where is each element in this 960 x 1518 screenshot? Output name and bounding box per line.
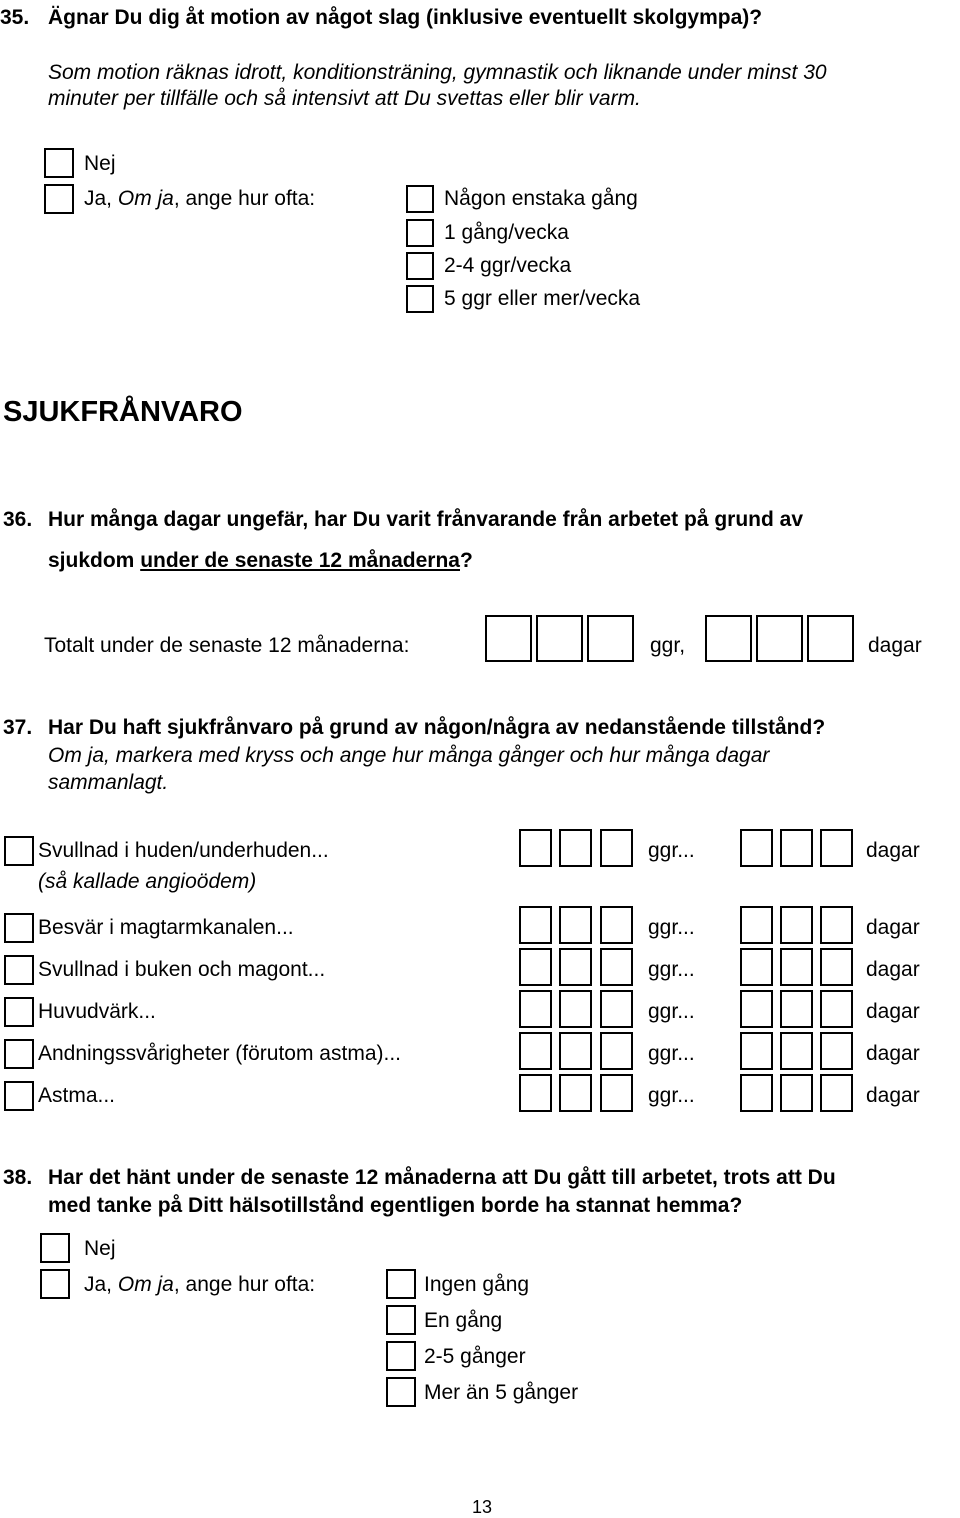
q37-ggr-label-4: ggr... xyxy=(648,1042,695,1065)
q36-ggr-label: ggr, xyxy=(650,634,686,657)
q37-dagar-digit-box[interactable] xyxy=(780,990,813,1028)
q37-ggr-digit-box[interactable] xyxy=(600,948,633,986)
q37-condition-checkbox-1[interactable] xyxy=(4,913,34,943)
q37-condition-checkbox-4[interactable] xyxy=(4,1039,34,1069)
q37-dagar-digit-box[interactable] xyxy=(780,829,813,867)
q35-freq-label-0: Någon enstaka gång xyxy=(444,187,638,210)
q35-freq-label-3: 5 ggr eller mer/vecka xyxy=(444,287,641,310)
q37-dagar-digit-box[interactable] xyxy=(820,1074,853,1112)
q38-freq-label-0: Ingen gång xyxy=(424,1273,530,1296)
q37-dagar-digit-box[interactable] xyxy=(820,990,853,1028)
q35-freq-checkbox-1[interactable] xyxy=(406,219,434,247)
q37-ggr-label-2: ggr... xyxy=(648,958,695,981)
q35-number: 35. xyxy=(0,6,30,29)
q37-ggr-digit-box[interactable] xyxy=(600,990,633,1028)
q37-dagar-digit-box[interactable] xyxy=(780,1032,813,1070)
q37-dagar-digit-box[interactable] xyxy=(780,906,813,944)
q38-yes-checkbox[interactable] xyxy=(40,1269,70,1299)
q38-freq-label-2: 2-5 gånger xyxy=(424,1345,526,1368)
q37-condition-label-1: Besvär i magtarmkanalen... xyxy=(38,916,294,939)
q37-condition-checkbox-3[interactable] xyxy=(4,997,34,1027)
q37-dagar-digit-box[interactable] xyxy=(780,948,813,986)
q37-dagar-digit-box[interactable] xyxy=(740,1074,773,1112)
q37-ggr-digit-box[interactable] xyxy=(519,990,552,1028)
q35-freq-checkbox-2[interactable] xyxy=(406,252,434,280)
q37-ggr-digit-box[interactable] xyxy=(559,1032,592,1070)
q37-condition-sub-0: (så kallade angioödem) xyxy=(38,870,257,893)
q37-ggr-digit-box[interactable] xyxy=(559,1074,592,1112)
q35-question: Ägnar Du dig åt motion av något slag (inklusive eventuellt skolgympa)? xyxy=(48,6,763,29)
q35-freq-label-2: 2-4 ggr/vecka xyxy=(444,254,572,277)
q38-freq-checkbox-0[interactable] xyxy=(386,1269,416,1299)
q37-ggr-digit-box[interactable] xyxy=(519,1074,552,1112)
q37-dagar-digit-box[interactable] xyxy=(780,1074,813,1112)
q37-dagar-digit-box[interactable] xyxy=(820,829,853,867)
q35-freq-checkbox-0[interactable] xyxy=(406,185,434,213)
q36-line2: sjukdom under de senaste 12 månaderna? xyxy=(48,549,473,572)
q37-dagar-label-0: dagar xyxy=(866,839,920,862)
q37-ggr-digit-box[interactable] xyxy=(559,906,592,944)
q35-freq-label-1: 1 gång/vecka xyxy=(444,221,569,244)
q37-condition-label-2: Svullnad i buken och magont... xyxy=(38,958,326,981)
q37-ggr-digit-box[interactable] xyxy=(600,906,633,944)
q35-note-line2: minuter per tillfälle och så intensivt att Du svettas eller blir varm. xyxy=(48,87,641,110)
q36-ggr-digit-box-1[interactable] xyxy=(485,615,532,662)
q37-dagar-label-5: dagar xyxy=(866,1084,920,1107)
q37-ggr-digit-box[interactable] xyxy=(600,1074,633,1112)
q37-dagar-digit-box[interactable] xyxy=(740,990,773,1028)
q35-yes-checkbox[interactable] xyxy=(44,184,74,214)
q38-freq-checkbox-3[interactable] xyxy=(386,1377,416,1407)
q37-ggr-digit-box[interactable] xyxy=(559,990,592,1028)
q38-no-checkbox[interactable] xyxy=(40,1233,70,1263)
q35-no-checkbox[interactable] xyxy=(44,148,74,178)
q37-ggr-digit-box[interactable] xyxy=(600,1032,633,1070)
q35-yes-label: Ja, Om ja, ange hur ofta: xyxy=(84,187,316,210)
q37-note-line1: Om ja, markera med kryss och ange hur många gånger och hur många dagar xyxy=(48,744,770,767)
q37-condition-label-3: Huvudvärk... xyxy=(38,1000,156,1023)
q37-ggr-label-3: ggr... xyxy=(648,1000,695,1023)
q38-yes-label: Ja, Om ja, ange hur ofta: xyxy=(84,1273,316,1296)
q36-dagar-digit-box-3[interactable] xyxy=(807,615,854,662)
q37-ggr-digit-box[interactable] xyxy=(519,829,552,867)
q37-ggr-digit-box[interactable] xyxy=(600,829,633,867)
q37-condition-checkbox-0[interactable] xyxy=(4,836,34,866)
q36-line1: Hur många dagar ungefär, har Du varit frånvarande från arbetet på grund av xyxy=(48,508,804,531)
q35-freq-checkbox-3[interactable] xyxy=(406,285,434,313)
q37-condition-label-5: Astma... xyxy=(38,1084,116,1107)
q38-freq-label-3: Mer än 5 gånger xyxy=(424,1381,579,1404)
q36-number: 36. xyxy=(3,508,33,531)
q37-dagar-digit-box[interactable] xyxy=(820,906,853,944)
q37-dagar-label-4: dagar xyxy=(866,1042,920,1065)
q37-condition-label-0: Svullnad i huden/underhuden... xyxy=(38,839,329,862)
q37-dagar-label-3: dagar xyxy=(866,1000,920,1023)
q37-ggr-label-5: ggr... xyxy=(648,1084,695,1107)
q37-ggr-digit-box[interactable] xyxy=(519,948,552,986)
page-number: 13 xyxy=(472,1497,493,1517)
q37-ggr-digit-box[interactable] xyxy=(519,906,552,944)
q37-ggr-label-0: ggr... xyxy=(648,839,695,862)
q36-dagar-digit-box-1[interactable] xyxy=(705,615,752,662)
q38-line2: med tanke på Ditt hälsotillstånd egentligen borde ha stannat hemma? xyxy=(48,1194,743,1217)
q37-dagar-digit-box[interactable] xyxy=(740,906,773,944)
q35-no-label: Nej xyxy=(84,152,116,175)
q37-ggr-label-1: ggr... xyxy=(648,916,695,939)
q37-note-line2: sammanlagt. xyxy=(48,771,169,794)
q38-no-label: Nej xyxy=(84,1237,116,1260)
q37-condition-checkbox-5[interactable] xyxy=(4,1081,34,1111)
q38-freq-checkbox-2[interactable] xyxy=(386,1341,416,1371)
q37-ggr-digit-box[interactable] xyxy=(559,948,592,986)
section-heading: SJUKFRÅNVARO xyxy=(3,396,243,428)
q38-number: 38. xyxy=(3,1166,33,1189)
q37-ggr-digit-box[interactable] xyxy=(519,1032,552,1070)
q38-line1: Har det hänt under de senaste 12 månaderna att Du gått till arbetet, trots att Du xyxy=(48,1166,836,1189)
q36-ggr-digit-box-2[interactable] xyxy=(536,615,583,662)
q37-dagar-digit-box[interactable] xyxy=(820,948,853,986)
q37-dagar-digit-box[interactable] xyxy=(740,948,773,986)
q37-dagar-digit-box[interactable] xyxy=(740,1032,773,1070)
q36-dagar-label: dagar xyxy=(868,634,922,657)
q36-ggr-digit-box-3[interactable] xyxy=(587,615,634,662)
q37-number: 37. xyxy=(3,716,33,739)
q37-dagar-label-1: dagar xyxy=(866,916,920,939)
q37-dagar-digit-box[interactable] xyxy=(820,1032,853,1070)
q36-total-label: Totalt under de senaste 12 månaderna: xyxy=(44,634,410,657)
q38-freq-label-1: En gång xyxy=(424,1309,503,1332)
q37-ggr-digit-box[interactable] xyxy=(559,829,592,867)
q37-dagar-label-2: dagar xyxy=(866,958,920,981)
q37-dagar-digit-box[interactable] xyxy=(740,829,773,867)
q37-question: Har Du haft sjukfrånvaro på grund av någon/några av nedanstående tillstånd? xyxy=(48,716,826,739)
q36-dagar-digit-box-2[interactable] xyxy=(756,615,803,662)
q35-note-line1: Som motion räknas idrott, konditionsträning, gymnastik och liknande under minst 30 xyxy=(48,61,827,84)
q37-condition-checkbox-2[interactable] xyxy=(4,955,34,985)
q37-condition-label-4: Andningssvårigheter (förutom astma)... xyxy=(38,1042,401,1065)
q38-freq-checkbox-1[interactable] xyxy=(386,1305,416,1335)
